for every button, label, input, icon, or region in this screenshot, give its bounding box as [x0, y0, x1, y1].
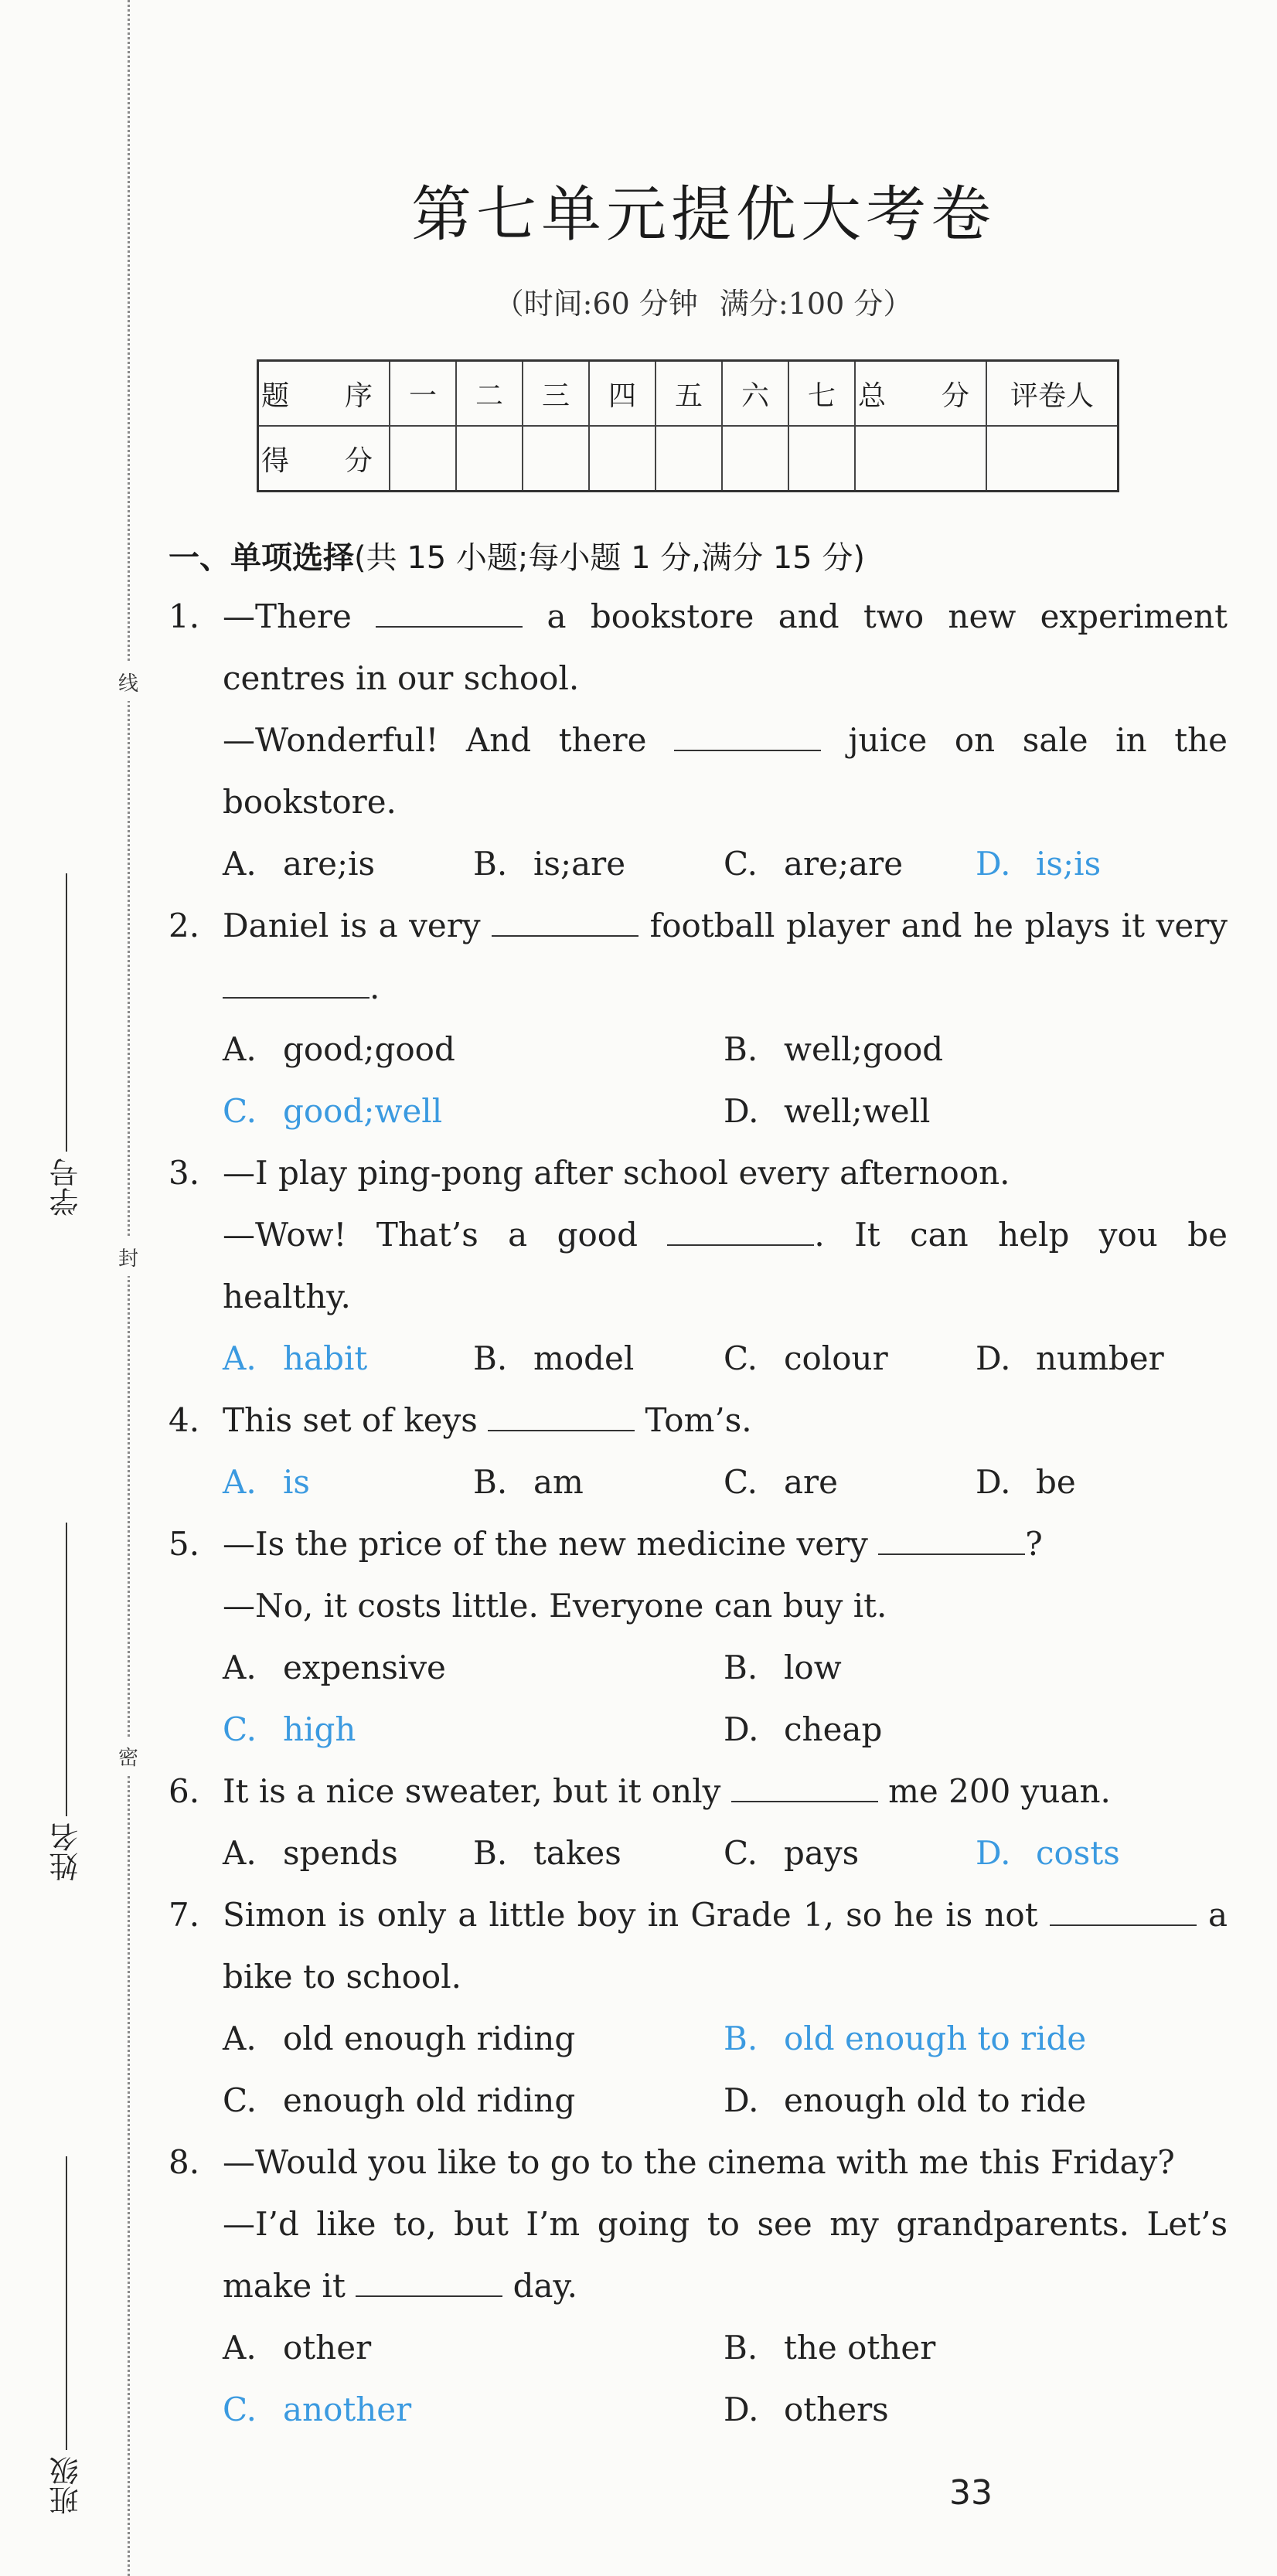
option-4B[interactable]: B. am	[473, 1463, 584, 1501]
cell-section-2: 二	[456, 361, 523, 427]
option-4C[interactable]: C. are	[724, 1463, 838, 1501]
score-input-5[interactable]	[656, 426, 722, 492]
question-8-line-3: make it day.	[223, 2267, 577, 2305]
cell-section-1: 一	[390, 361, 456, 427]
option-1B[interactable]: B. is;are	[473, 845, 626, 883]
margin-mark-seal: 封	[114, 1238, 142, 1276]
question-6-line-1: It is a nice sweater, but it only me 200 yuan.	[223, 1772, 1111, 1810]
cell-section-4: 四	[589, 361, 656, 427]
question-3-line-1: —I play ping-pong after school every afternoon.	[223, 1154, 1010, 1192]
answer-blank[interactable]	[1050, 1895, 1197, 1926]
option-3C[interactable]: C. colour	[724, 1339, 888, 1377]
option-3D[interactable]: D. number	[976, 1339, 1164, 1377]
option-6A[interactable]: A. spends	[223, 1834, 398, 1872]
question-4-number: 4.	[169, 1401, 200, 1439]
option-3B[interactable]: B. model	[473, 1339, 635, 1377]
option-4D[interactable]: D. be	[976, 1463, 1076, 1501]
score-input-4[interactable]	[589, 426, 656, 492]
question-5-number: 5.	[169, 1525, 200, 1563]
exam-info	[0, 280, 1277, 322]
option-3A-answer[interactable]: A. habit	[223, 1339, 368, 1377]
answer-blank[interactable]	[488, 1400, 635, 1431]
answer-blank[interactable]	[878, 1524, 1025, 1555]
answer-blank[interactable]	[356, 2266, 502, 2297]
question-5-line-2: —No, it costs little. Everyone can buy it.	[223, 1587, 887, 1625]
question-4-line-1: This set of keys Tom’s.	[223, 1401, 752, 1439]
student-number-label: 学号	[49, 1158, 83, 1217]
option-5C-answer[interactable]: C. high	[223, 1710, 356, 1748]
cell-section-6: 六	[722, 361, 788, 427]
question-7-line-2: bike to school.	[223, 1958, 461, 1996]
student-number-field[interactable]	[45, 873, 87, 1217]
question-3-line-3: healthy.	[223, 1278, 351, 1315]
cell-score-label: 得 分	[258, 426, 390, 492]
option-7D[interactable]: D. enough old to ride	[724, 2081, 1087, 2119]
question-1-line-4: bookstore.	[223, 783, 397, 821]
page-title: 第七单元提优大考卷	[410, 180, 996, 250]
option-8A[interactable]: A. other	[223, 2329, 372, 2367]
cell-section-3: 三	[523, 361, 589, 427]
student-name-blank[interactable]	[66, 1523, 67, 1816]
option-7C[interactable]: C. enough old riding	[223, 2081, 576, 2119]
question-6-number: 6.	[169, 1772, 200, 1810]
question-7-line-1: Simon is only a little boy in Grade 1, so he is not a	[223, 1896, 1228, 1934]
option-1C[interactable]: C. are;are	[724, 845, 904, 883]
student-name-field[interactable]	[45, 1523, 87, 1881]
score-input-total[interactable]	[855, 426, 986, 492]
option-7A[interactable]: A. old enough riding	[223, 2020, 576, 2057]
question-2-line-1: Daniel is a very football player and he plays it very	[223, 907, 1228, 944]
score-input-1[interactable]	[390, 426, 456, 492]
cell-section-7: 七	[788, 361, 855, 427]
score-table-score-row	[258, 426, 1119, 492]
page-number: 33	[949, 2473, 993, 2513]
question-5-line-1: —Is the price of the new medicine very ?	[223, 1525, 1043, 1563]
option-2B[interactable]: B. well;good	[724, 1030, 944, 1068]
section-note: (共 15 小题;每小题 1 分,满分 15 分)	[354, 540, 865, 576]
option-4A-answer[interactable]: A. is	[223, 1463, 310, 1501]
score-input-7[interactable]	[788, 426, 855, 492]
answer-blank[interactable]	[731, 1771, 878, 1802]
question-8-line-2: —I’d like to, but I’m going to see my grandparents. Let’s	[223, 2205, 1228, 2243]
answer-blank[interactable]	[492, 906, 638, 937]
answer-blank[interactable]	[674, 720, 821, 751]
option-8D[interactable]: D. others	[724, 2391, 889, 2428]
question-2-line-2: .	[223, 966, 1228, 1009]
score-input-2[interactable]	[456, 426, 523, 492]
cell-grader: 评卷人	[986, 361, 1119, 427]
score-table-header-row	[258, 361, 1119, 427]
option-2C-answer[interactable]: C. good;well	[223, 1092, 443, 1130]
score-input-3[interactable]	[523, 426, 589, 492]
question-1-line-1: —There a bookstore and two new experiment	[223, 597, 1228, 635]
cell-total: 总 分	[855, 361, 986, 427]
question-2-number: 2.	[169, 907, 200, 944]
student-name-label: 姓名	[49, 1822, 83, 1881]
option-8B[interactable]: B. the other	[724, 2329, 936, 2367]
option-7B-answer[interactable]: B. old enough to ride	[724, 2020, 1087, 2057]
student-number-blank[interactable]	[66, 873, 67, 1152]
question-8-number: 8.	[169, 2143, 200, 2181]
class-field[interactable]	[45, 2156, 87, 2515]
margin-mark-sealed: 密	[114, 1737, 142, 1775]
section-title	[169, 533, 865, 577]
question-3-number: 3.	[169, 1154, 200, 1192]
option-5B[interactable]: B. low	[724, 1649, 842, 1686]
score-table	[257, 359, 1119, 492]
answer-blank[interactable]	[223, 968, 369, 999]
exam-score: 满分:100 分）	[719, 287, 913, 321]
question-7-number: 7.	[169, 1896, 200, 1934]
answer-blank[interactable]	[376, 597, 523, 628]
cell-section-5: 五	[656, 361, 722, 427]
question-3-line-2: —Wow! That’s a good . It can help you be	[223, 1216, 1228, 1254]
score-input-6[interactable]	[722, 426, 788, 492]
option-6B[interactable]: B. takes	[473, 1834, 621, 1872]
class-label: 班级	[49, 2456, 83, 2515]
cell-section-order: 题 序	[258, 361, 390, 427]
option-8C-answer[interactable]: C. another	[223, 2391, 412, 2428]
question-8-line-1: —Would you like to go to the cinema with me this Friday?	[223, 2143, 1175, 2181]
option-1A[interactable]: A. are;is	[223, 845, 376, 883]
exam-time: （时间:60 分钟	[494, 287, 698, 321]
option-5D[interactable]: D. cheap	[724, 1710, 883, 1748]
score-input-grader[interactable]	[986, 426, 1119, 492]
option-2D[interactable]: D. well;well	[724, 1092, 931, 1130]
binding-dotted-line	[128, 0, 130, 2576]
question-1-line-3: —Wonderful! And there juice on sale in the	[223, 721, 1228, 759]
question-1-number: 1.	[169, 597, 200, 635]
option-2A[interactable]: A. good;good	[223, 1030, 455, 1068]
option-6C[interactable]: C. pays	[724, 1834, 860, 1872]
margin-mark-line: 线	[114, 663, 142, 701]
section-heading: 一、单项选择	[169, 540, 354, 576]
option-1D-answer[interactable]: D. is;is	[976, 845, 1102, 883]
class-blank[interactable]	[66, 2156, 67, 2450]
option-6D-answer[interactable]: D. costs	[976, 1834, 1120, 1872]
question-1-line-2: centres in our school.	[223, 659, 580, 697]
answer-blank[interactable]	[667, 1215, 814, 1246]
option-5A[interactable]: A. expensive	[223, 1649, 446, 1686]
